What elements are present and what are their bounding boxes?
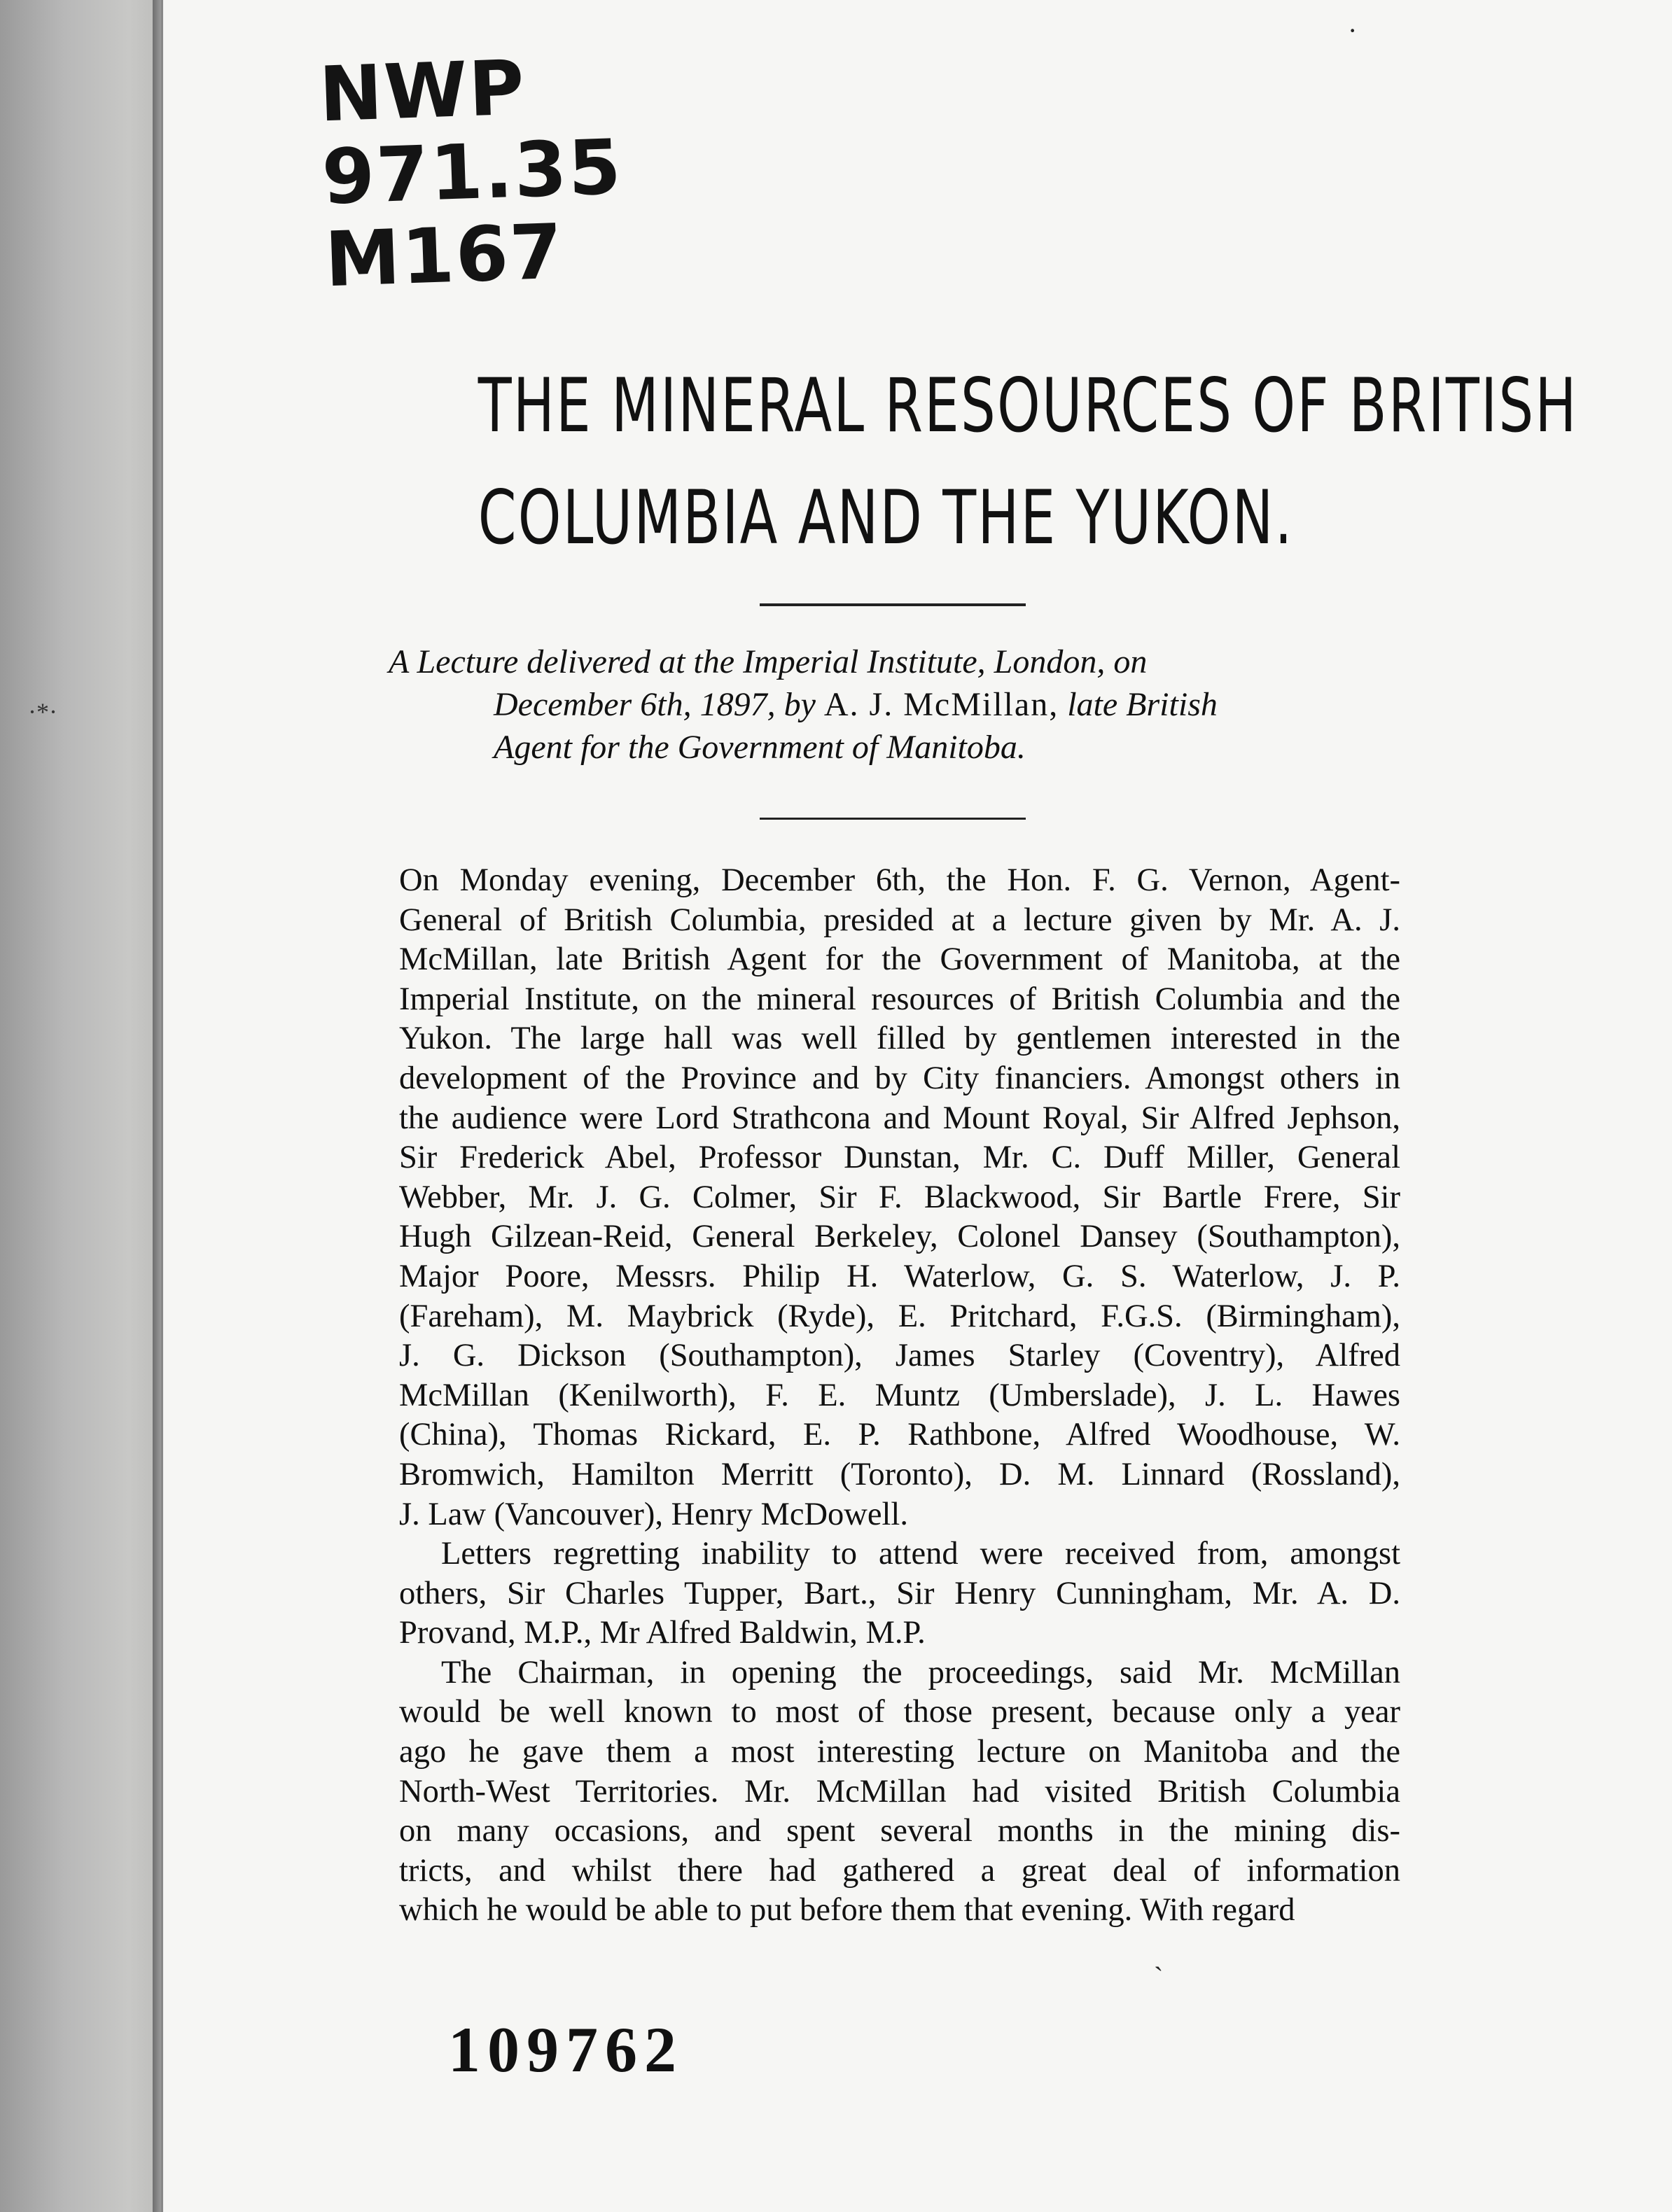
subtitle-line: Agent for the Government of Manitoba. — [494, 729, 1026, 766]
subtitle-text: late British — [1059, 686, 1218, 723]
handwritten-line: 971.35 — [320, 123, 624, 222]
text-line: tricts, and whilst there had gathered a great deal of information — [399, 1852, 1400, 1889]
text-line: McMillan, late British Agent for the Government of Manitoba, at the — [399, 941, 1400, 978]
ink-speck: · — [1348, 15, 1358, 46]
text-line: would be well known to most of those present, because only a year — [399, 1694, 1400, 1730]
subtitle-line — [389, 683, 1397, 726]
handwritten-line: NWP — [317, 44, 527, 139]
handwritten-line: M167 — [323, 208, 566, 304]
title-line: THE MINERAL RESOURCES OF BRITISH — [478, 363, 1578, 449]
paragraph-1 — [399, 861, 1400, 1534]
text-line: Sir Frederick Abel, Professor Dunstan, Mr. C. Duff Miller, General — [399, 1140, 1400, 1176]
paragraph-3 — [399, 1653, 1400, 1931]
text-line: others, Sir Charles Tupper, Bart., Sir Henry Cunningham, Mr. A. D. — [399, 1575, 1400, 1611]
text-line: The Chairman, in opening the proceedings, said Mr. McMillan — [441, 1654, 1400, 1690]
text-line: North-West Territories. Mr. McMillan had visited British Columbia — [399, 1773, 1400, 1809]
text-line: Letters regretting inability to attend were received from, amongst — [441, 1536, 1400, 1572]
text-line: J. G. Dickson (Southampton), James Starley (Coventry), Alfred — [399, 1338, 1400, 1374]
text-line: which he would be able to put before them that evening. With regard — [399, 1892, 1295, 1928]
text-line: ago he gave them a most interesting lecture on Manitoba and the — [399, 1734, 1400, 1770]
ink-speck: ˎ — [1154, 1940, 1164, 1971]
subtitle-line: A Lecture delivered at the Imperial Institute, London, on — [389, 643, 1148, 680]
text-line: Hugh Gilzean-Reid, General Berkeley, Colonel Dansey (Southampton), — [399, 1219, 1400, 1255]
text-line: General of British Columbia, presided at a lecture given by Mr. A. J. — [399, 902, 1400, 938]
binding-edge — [153, 0, 161, 2212]
text-line: Bromwich, Hamilton Merritt (Toronto), D. M. Linnard (Rossland), — [399, 1456, 1400, 1492]
text-line: Provand, M.P., Mr Alfred Baldwin, M.P. — [399, 1615, 926, 1651]
author-name: A. J. McMillan, — [823, 686, 1059, 723]
title-divider — [760, 603, 1026, 606]
text-line: on many occasions, and spent several months in the mining dis- — [399, 1813, 1400, 1849]
text-line: Yukon. The large hall was well filled by gentlemen interested in the — [399, 1021, 1400, 1057]
handwritten-call-number — [318, 44, 627, 302]
text-line: J. Law (Vancouver), Henry McDowell. — [399, 1496, 908, 1532]
binding-strip — [0, 0, 163, 2212]
text-line: Webber, Mr. J. G. Colmer, Sir F. Blackwood, Sir Bartle Frere, Sir — [399, 1179, 1400, 1215]
text-line: (Fareham), M. Maybrick (Ryde), E. Pritchard, F.G.S. (Birmingham), — [399, 1298, 1400, 1334]
subtitle-divider — [760, 818, 1026, 820]
title-line: COLUMBIA AND THE YUKON. — [478, 475, 1294, 561]
catalog-number: 109762 — [448, 2014, 683, 2085]
subtitle-text: December 6th, 1897, by — [494, 686, 824, 723]
text-line: Imperial Institute, on the mineral resources of British Columbia and the — [399, 981, 1400, 1017]
text-line: McMillan (Kenilworth), F. E. Muntz (Umberslade), J. L. Hawes — [399, 1377, 1400, 1413]
text-line: development of the Province and by City financiers. Amongst others in — [399, 1060, 1400, 1096]
binding-mark: ·*· — [28, 698, 57, 726]
text-line: (China), Thomas Rickard, E. P. Rathbone, Alfred Woodhouse, W. — [399, 1417, 1400, 1453]
text-line: the audience were Lord Strathcona and Mount Royal, Sir Alfred Jephson, — [399, 1100, 1400, 1136]
body-text — [399, 861, 1400, 1931]
lecture-subtitle — [389, 640, 1397, 769]
paragraph-2 — [399, 1534, 1400, 1653]
text-line: On Monday evening, December 6th, the Hon. F. G. Vernon, Agent- — [399, 862, 1400, 898]
text-line: Major Poore, Messrs. Philip H. Waterlow, G. S. Waterlow, J. P. — [399, 1258, 1400, 1294]
document-title — [478, 350, 1578, 574]
